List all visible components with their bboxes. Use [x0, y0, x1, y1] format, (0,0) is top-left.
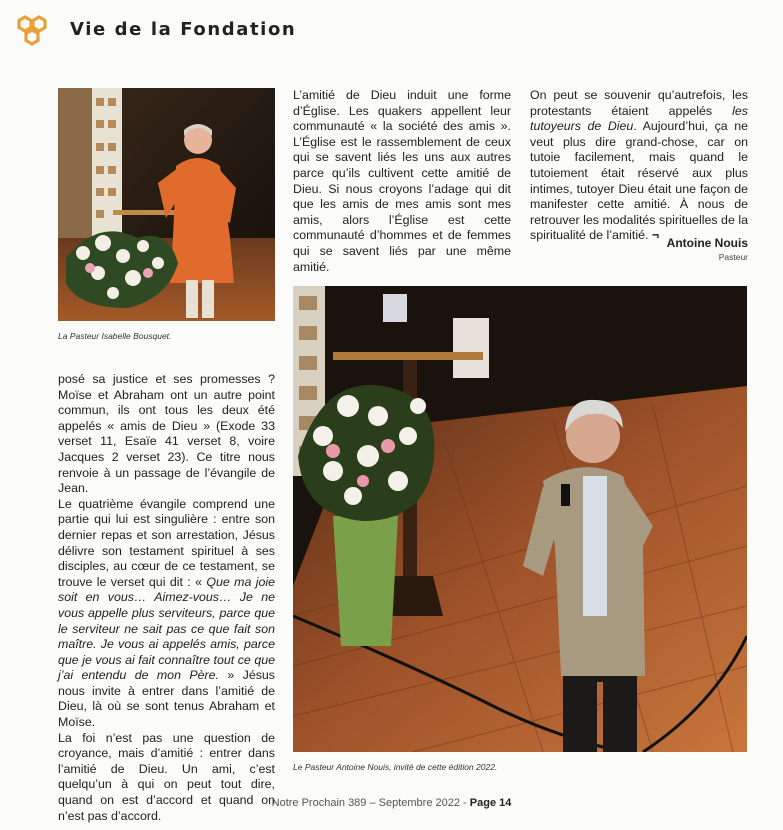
paragraph: La foi n’est pas une question de croyance, mais d’amitié : entrer dans l’amitié de Dieu. Un ami, c’est quelqu’un à qui on peut tout dire, quand on est d’accord et quand on n’est pas d’accord. [58, 730, 275, 823]
paragraph: L’amitié de Dieu induit une forme d’Église. Les quakers appellent leur communauté « la société des amis ». L’Église est le rassemblement de ceux qui se savent liés les uns aux autres parce qu’ils cultivent cette amitié de Dieu. Si nous croyons l’adage qui dit que les amis de mes amis sont mes amis, alors l’Église est cette communauté d’hommes et de femmes qui se savent liés par une même amitié. [293, 88, 511, 274]
paragraph: Le quatrième évangile comprend une partie qui lui est singulière : entre son dernier repas et son arrestation, Jésus délivre son testament spirituel à ses disciples, au cœur de ce testament, se trouve le verset qui dit : « Que ma joie soit en vous… Aimez-vous… Je ne vous appelle plus serviteurs, parce que le serviteur ne sait pas ce que fait son maître. Je vous ai appelés amis, parce que je vous ai fait connaître tout ce que j’ai entendu de mon Père. » Jésus nous invite à entrer dans l’amitié de Dieu, là où se sont tenus Abraham et Moïse. [58, 496, 275, 730]
photo-antoine-nouis [293, 286, 747, 752]
author-name: Antoine Nouis [666, 236, 748, 250]
gospel-quote: Que ma joie soit en vous… Aimez-vous… Je ne vous appelle plus serviteurs, parce que le serviteur ne sait pas ce que fait son maître. Je vous ai appelés amis, parce que je vous ai fait connaître tout ce que j’ai entendu de mon Père. [58, 574, 275, 683]
section-title: Vie de la Fondation [70, 19, 297, 40]
page-footer: Notre Prochain 389 – Septembre 2022 - Page 14 [271, 797, 512, 809]
article-column-middle [293, 88, 511, 275]
page-number: Page 14 [469, 797, 512, 809]
photo-right-caption: Le Pasteur Antoine Nouis, invité de cette édition 2022. [293, 762, 498, 772]
photo-isabelle-bousquet [58, 88, 275, 321]
paragraph: posé sa justice et ses promesses ? Moïse et Abraham ont un autre point commun, ils ont tous les deux été appelés « amis de Dieu » (Exode 33 verset 11, Esaïe 41 verset 8, voire Jacques 2 verset 23). Ce titre nous renvoie à un passage de l’évangile de Jean. [58, 372, 275, 496]
article-column-left [58, 372, 275, 824]
paragraph: On peut se souvenir qu’autrefois, les protestants étaient appelés les tutoyeurs de Dieu. Aujourd’hui, ça ne veut plus dire grand-chose, car on tutoie facilement, mais quand le tutoiement était réservé aux plus intimes, tutoyer Dieu était une façon de manifester cette amitié. À nous de retrouver les modalités spirituelles de la spiritualité de l’amitié. ¬ [530, 88, 748, 243]
end-mark: ¬ [648, 228, 660, 243]
fondation-logo-icon [14, 14, 50, 50]
author-role: Pasteur [718, 252, 748, 262]
photo-left-caption: La Pasteur Isabelle Bousquet. [58, 331, 172, 341]
article-column-right [530, 88, 748, 244]
